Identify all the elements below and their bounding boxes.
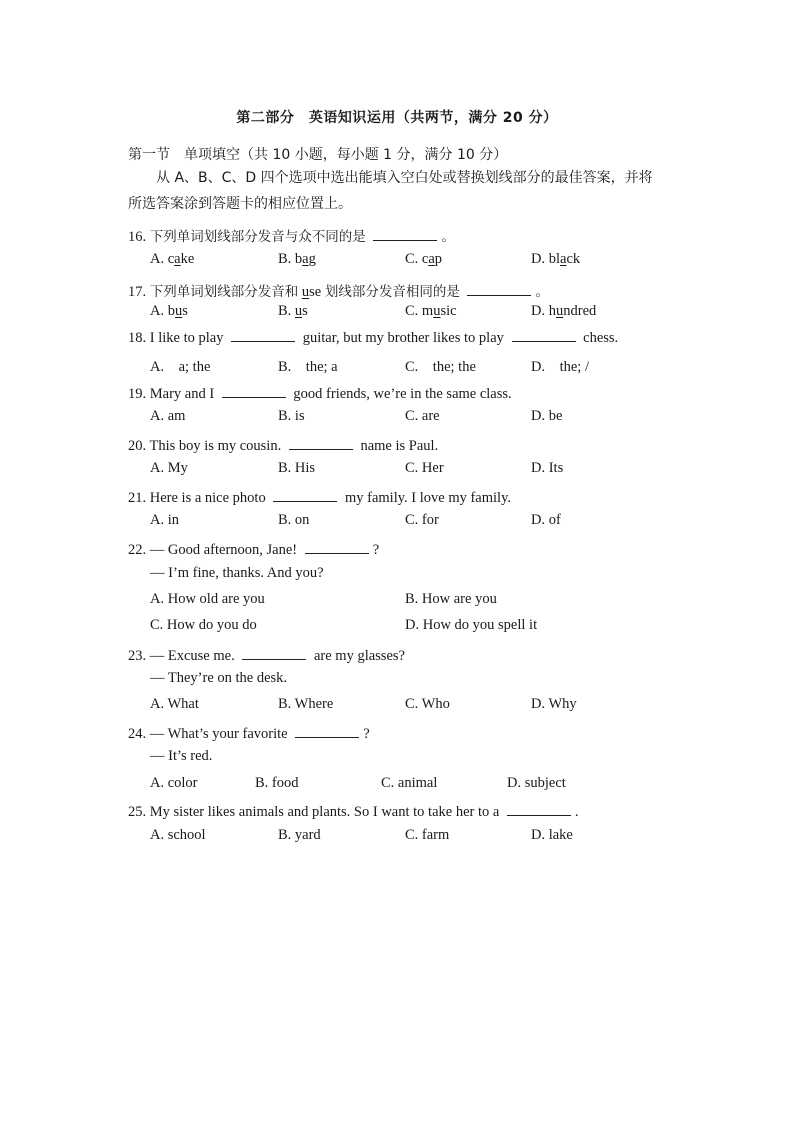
question-23 xyxy=(128,647,688,665)
answer-blank xyxy=(242,647,306,660)
question-number: 18. xyxy=(128,330,147,346)
question-stem-end: chess. xyxy=(583,330,619,346)
question-stem-end: 。 xyxy=(535,284,549,300)
option-a: A. in xyxy=(150,512,179,528)
option-d: D. lake xyxy=(531,827,573,843)
option-b: B. food xyxy=(255,775,299,791)
question-stem-mid: 划线部分发音相同的是 xyxy=(324,284,460,300)
dialogue-reply: — I’m fine, thanks. And you? xyxy=(150,565,324,581)
option-c: C. animal xyxy=(381,775,438,791)
option-b: B. yard xyxy=(278,827,321,843)
option-a: A. How old are you xyxy=(150,591,265,607)
option-d: D. Why xyxy=(531,696,577,712)
question-number: 17. xyxy=(128,284,147,300)
question-number: 20. xyxy=(128,438,147,454)
question-stem-end: . xyxy=(574,804,579,820)
question-stem-mid: guitar, but my brother likes to play xyxy=(302,330,504,346)
question-25 xyxy=(128,803,688,821)
question-stem: I like to play xyxy=(149,330,224,346)
option-b: B. the; a xyxy=(278,359,338,375)
option-a: A. color xyxy=(150,775,198,791)
option-a: A. bus xyxy=(150,303,188,319)
instructions: 从 A、B、C、D 四个选项中选出能填入空白处或替换划线部分的最佳答案，并将所选答案涂到答题卡的相应位置上。 xyxy=(128,170,653,212)
option-b: B. How are you xyxy=(405,591,497,607)
question-number: 21. xyxy=(128,490,147,506)
question-number: 22. xyxy=(128,542,147,558)
question-19 xyxy=(128,385,688,403)
part-title: 第二部分 英语知识运用（共两节，满分 20 分） xyxy=(236,110,558,126)
option-b: B. bag xyxy=(278,251,316,267)
option-a: A. What xyxy=(150,696,199,712)
question-stem: This boy is my cousin. xyxy=(149,438,282,454)
option-c: C. Who xyxy=(405,696,450,712)
option-c: C. for xyxy=(405,512,439,528)
answer-blank xyxy=(373,228,437,241)
option-b: B. is xyxy=(278,408,305,424)
stem-word: se xyxy=(309,284,322,300)
question-number: 16. xyxy=(128,229,147,245)
option-c: C. music xyxy=(405,303,457,319)
question-number: 25. xyxy=(128,804,147,820)
option-c: C. Her xyxy=(405,460,444,476)
dialogue-reply: — They’re on the desk. xyxy=(150,670,288,686)
option-d: D. Its xyxy=(531,460,564,476)
answer-blank xyxy=(507,803,571,816)
option-d: D. be xyxy=(531,408,563,424)
question-21 xyxy=(128,489,688,507)
dialogue-reply: — It’s red. xyxy=(150,748,213,764)
option-b: B. His xyxy=(278,460,316,476)
question-stem: My sister likes animals and plants. So I want to take her to a xyxy=(149,804,500,820)
option-c: C. the; the xyxy=(405,359,476,375)
option-d: D. subject xyxy=(507,775,566,791)
option-c: C. are xyxy=(405,408,440,424)
answer-blank xyxy=(305,541,369,554)
option-b: B. us xyxy=(278,303,308,319)
question-18 xyxy=(128,329,688,347)
question-number: 19. xyxy=(128,386,147,402)
question-stem-end: ? xyxy=(363,726,370,742)
option-a: A. a; the xyxy=(150,359,211,375)
question-stem-end: ? xyxy=(372,542,380,558)
question-16 xyxy=(128,225,688,246)
underlined-letter: u xyxy=(301,284,310,300)
question-stem-end: my family. I love my family. xyxy=(344,490,512,506)
option-d: D. of xyxy=(531,512,561,528)
option-a: A. My xyxy=(150,460,188,476)
option-a: A. am xyxy=(150,408,186,424)
option-a: A. cake xyxy=(150,251,195,267)
answer-blank xyxy=(467,283,531,296)
answer-blank xyxy=(289,437,353,450)
question-number: 24. xyxy=(128,726,147,742)
question-stem: — Excuse me. xyxy=(149,648,235,664)
question-number: 23. xyxy=(128,648,147,664)
answer-blank xyxy=(222,385,286,398)
option-d: D. How do you spell it xyxy=(405,617,538,633)
option-c: C. cap xyxy=(405,251,443,267)
answer-blank xyxy=(295,725,359,738)
question-22 xyxy=(128,541,688,559)
option-d: D. the; / xyxy=(531,359,589,375)
answer-blank xyxy=(273,489,337,502)
option-a: A. school xyxy=(150,827,206,843)
question-24 xyxy=(128,725,688,743)
question-stem: 下列单词划线部分发音和 xyxy=(149,284,299,300)
question-stem: — What’s your favorite xyxy=(149,726,288,742)
question-stem-end: name is Paul. xyxy=(360,438,439,454)
option-c: C. How do you do xyxy=(150,617,257,633)
answer-blank xyxy=(512,329,576,342)
question-stem: — Good afternoon, Jane! xyxy=(149,542,298,558)
question-stem-end: are my glasses? xyxy=(313,648,405,664)
question-stem: Here is a nice photo xyxy=(149,490,266,506)
section-title: 第一节 单项填空（共 10 小题，每小题 1 分，满分 10 分） xyxy=(128,147,508,163)
question-stem: Mary and I xyxy=(149,386,215,402)
option-b: B. Where xyxy=(278,696,334,712)
option-d: D. hundred xyxy=(531,303,597,319)
answer-blank xyxy=(231,329,295,342)
question-stem: 下列单词划线部分发音与众不同的是 xyxy=(149,229,366,245)
option-d: D. black xyxy=(531,251,581,267)
question-20 xyxy=(128,437,688,455)
option-b: B. on xyxy=(278,512,310,528)
option-c: C. farm xyxy=(405,827,450,843)
question-17 xyxy=(128,280,688,301)
question-stem-end: good friends, we’re in the same class. xyxy=(293,386,512,402)
question-stem-end: 。 xyxy=(441,229,455,245)
